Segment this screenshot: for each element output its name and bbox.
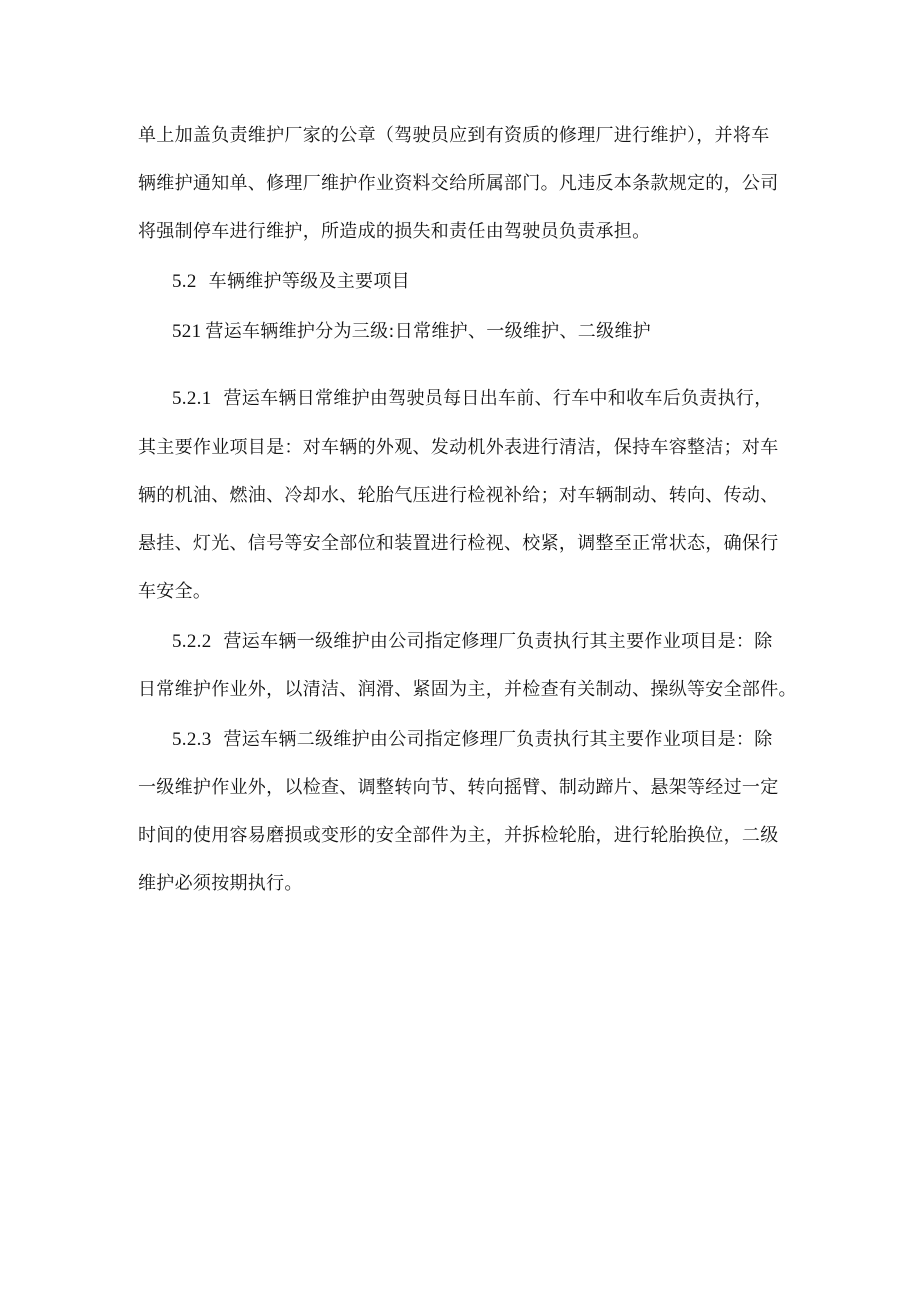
item-5-2-3-first-line [172,728,832,752]
item-5-2-2-first-line [172,630,832,654]
section-heading-5-2-1-overview [172,320,832,344]
paragraph-line: 单上加盖负责维护厂家的公章（驾驶员应到有资质的修理厂进行维护），并将车 [138,125,770,146]
item-text: 营运车辆二级维护由公司指定修理厂负责执行其主要作业项目是：除 [223,729,773,750]
paragraph-line: 一级维护作业外，以检查、调整转向节、转向摇臂、制动蹄片、悬架等经过一定 [138,777,779,798]
paragraph-line: 悬挂、灯光、信号等安全部位和装置进行检视、校紧，调整至正常状态，确保行 [138,533,779,554]
section-number: 5.2 [172,271,197,292]
item-text: 营运车辆一级维护由公司指定修理厂负责执行其主要作业项目是：除 [223,631,773,652]
paragraph-line: 其主要作业项目是：对车辆的外观、发动机外表进行清洁，保持车容整洁；对车 [138,437,779,458]
section-title: 车辆维护等级及主要项目 [208,271,410,292]
section-number: 521 [172,321,202,342]
paragraph-line: 辆的机油、燃油、冷却水、轮胎气压进行检视补给；对车辆制动、转向、传动、 [138,485,779,506]
paragraph-line: 日常维护作业外，以清洁、润滑、紧固为主，并检查有关制动、操纵等安全部件。 [138,679,797,700]
item-number: 5.2.3 [172,729,212,750]
paragraph-line: 维护必须按期执行。 [138,873,303,894]
paragraph-line: 时间的使用容易磨损或变形的安全部件为主，并拆检轮胎，进行轮胎换位，二级 [138,825,779,846]
paragraph-line: 车安全。 [138,581,212,602]
item-number: 5.2.1 [172,388,212,409]
item-text: 营运车辆日常维护由驾驶员每日出车前、行车中和收车后负责执行， [223,388,773,409]
section-title: 营运车辆维护分为三级:日常维护、一级维护、二级维护 [205,321,651,342]
paragraph-line: 辆维护通知单、修理厂维护作业资料交给所属部门。凡违反本条款规定的，公司 [138,173,779,194]
item-number: 5.2.2 [172,631,212,652]
paragraph-line: 将强制停车进行维护，所造成的损失和责任由驾驶员负责承担。 [138,221,651,242]
section-heading-5-2 [172,270,832,294]
item-5-2-1-first-line [172,387,832,411]
